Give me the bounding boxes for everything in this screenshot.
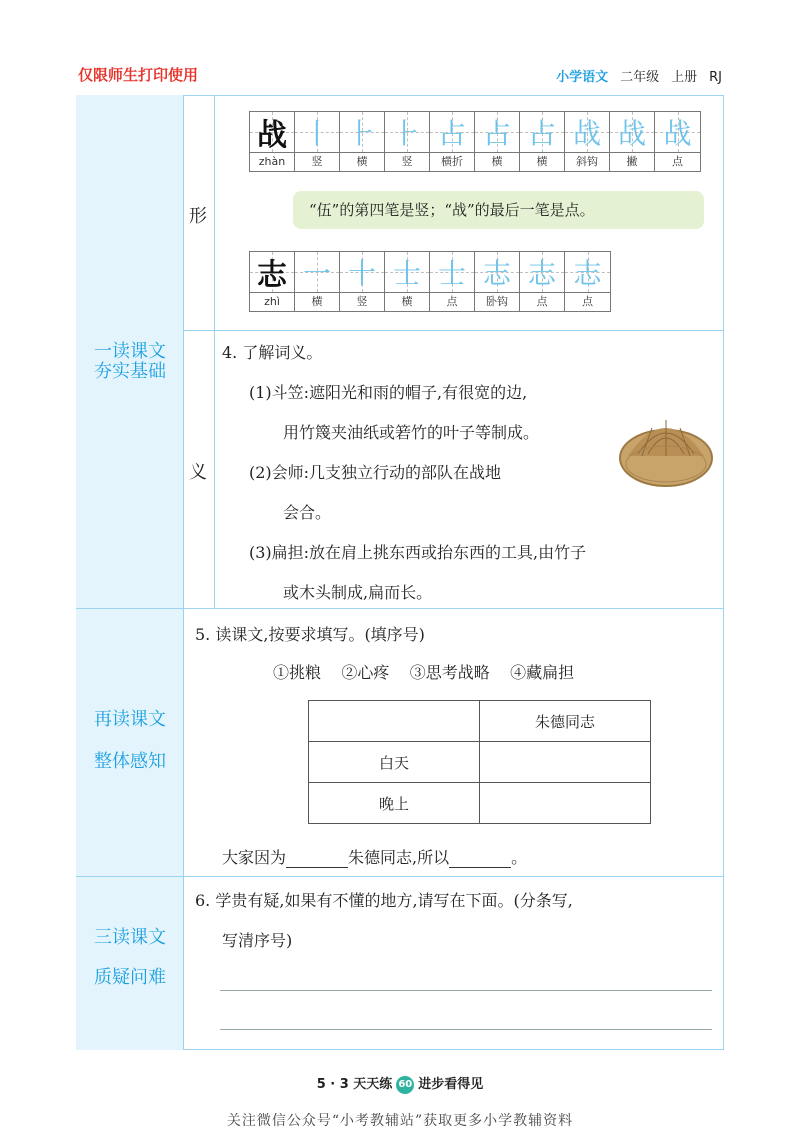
stroke-char: 战 — [257, 118, 287, 153]
grid-cell — [385, 252, 430, 311]
grid-cell — [295, 252, 340, 311]
stroke-label: 点 — [672, 155, 683, 168]
answer-cell-night[interactable] — [480, 783, 651, 824]
stroke-tip-note: “伍”的第四笔是竖；“战”的最后一笔是点。 — [293, 191, 704, 229]
section1-line1: 一读课文 — [94, 341, 166, 362]
row-label-night: 晚上 — [309, 783, 480, 824]
blank-1[interactable] — [286, 867, 348, 868]
divider-1 — [76, 608, 724, 609]
print-notice: 仅限师生打印使用 — [78, 66, 199, 84]
definition-3b: 或木头制成,扁而长。 — [283, 583, 433, 602]
grid-cell — [430, 252, 475, 311]
stroke-char: 占 — [482, 117, 511, 150]
sentence-part3: 。 — [511, 848, 528, 867]
option-4: ④藏扁担 — [510, 663, 575, 682]
row-label-day: 白天 — [309, 742, 480, 783]
blank-2[interactable] — [449, 867, 511, 868]
stroke-char: ⺊ — [392, 117, 421, 150]
edition-label: RJ — [709, 70, 722, 85]
yi-label: 义 — [189, 462, 207, 483]
page-number: 60 — [396, 1076, 414, 1094]
stroke-label: 竖 — [311, 155, 323, 168]
stroke-grid-zhi — [249, 251, 611, 312]
stroke-label: 卧钩 — [486, 295, 508, 308]
stroke-label: 横 — [356, 155, 368, 168]
stroke-label: 点 — [446, 295, 458, 308]
stroke-char: 丨 — [302, 117, 331, 150]
stroke-char: 志 — [527, 257, 556, 290]
stroke-label: 点 — [582, 295, 593, 308]
question-5: 5. 读课文,按要求填写。(填序号) — [195, 625, 425, 644]
section3-line2: 质疑问难 — [94, 967, 166, 988]
grid-cell — [430, 112, 475, 171]
stroke-label: 横 — [491, 155, 503, 168]
grid-cell — [520, 252, 565, 311]
sentence-part2: 朱德同志,所以 — [348, 848, 450, 867]
question-4: 4. 了解词义。 — [222, 343, 323, 362]
footer-brand: 5 · 3 天天练 — [316, 1077, 393, 1092]
stroke-char: 占 — [437, 117, 466, 150]
stroke-label: zhàn — [258, 155, 286, 168]
stroke-grid-zhan — [249, 111, 701, 172]
stroke-label: 横 — [311, 295, 323, 308]
stroke-label: 斜钩 — [576, 155, 598, 168]
stroke-label: 撇 — [626, 155, 638, 168]
grid-cell — [340, 112, 385, 171]
stroke-char: 志 — [482, 257, 511, 290]
definition-2b: 会合。 — [283, 503, 332, 522]
option-1: ①挑粮 — [273, 663, 322, 682]
stroke-label: zhì — [264, 295, 280, 308]
section2-line1: 再读课文 — [94, 709, 166, 730]
stroke-label: 横 — [536, 155, 548, 168]
fill-sentence — [222, 845, 527, 868]
stroke-char: 士 — [437, 257, 466, 290]
definition-3a: (3)扁担:放在肩上挑东西或抬东西的工具,由竹子 — [249, 543, 587, 562]
grid-cell — [520, 112, 565, 171]
subject-label: 小学语文 — [556, 70, 609, 85]
table-corner — [309, 701, 480, 742]
table-row — [309, 783, 651, 824]
stroke-char: 战 — [617, 117, 646, 150]
stroke-char: 士 — [392, 257, 421, 290]
bamboo-hat-image — [618, 408, 714, 490]
stroke-label: 横折 — [441, 155, 463, 168]
table-row — [309, 742, 651, 783]
wechat-note: 关注微信公众号“小考教辅站”获取更多小学教辅资料 — [226, 1113, 574, 1129]
grid-cell — [565, 112, 610, 171]
question-6-line2: 写清序号) — [222, 931, 293, 950]
grid-cell — [385, 112, 430, 171]
grid-cell — [295, 112, 340, 171]
stroke-char: 战 — [572, 117, 601, 150]
option-2: ②心疼 — [341, 663, 390, 682]
grid-cell — [250, 112, 295, 171]
answer-line-2[interactable] — [220, 1029, 712, 1030]
section3-line1: 三读课文 — [94, 927, 166, 948]
subcolumn-divider — [214, 95, 215, 608]
divider-2 — [76, 876, 724, 877]
fill-table — [308, 700, 651, 824]
stroke-char: 志 — [573, 257, 602, 290]
stroke-char: 战 — [663, 117, 692, 150]
question-6-line1: 6. 学贵有疑,如果有不懂的地方,请写在下面。(分条写, — [195, 891, 573, 910]
grid-cell — [250, 252, 295, 311]
grid-cell — [655, 112, 700, 171]
stroke-char: ⺊ — [347, 117, 376, 150]
stroke-char: 十 — [347, 257, 376, 290]
xing-label: 形 — [189, 206, 207, 227]
option-list — [273, 660, 574, 683]
answer-cell-day[interactable] — [480, 742, 651, 783]
answer-line-1[interactable] — [220, 990, 712, 991]
grid-cell — [340, 252, 385, 311]
grid-cell — [475, 252, 520, 311]
stroke-label: 竖 — [401, 155, 413, 168]
definition-1a: (1)斗笠:遮阳光和雨的帽子,有很宽的边, — [249, 383, 528, 402]
stroke-char: 占 — [527, 117, 556, 150]
footer-slogan: 进步看得见 — [418, 1077, 484, 1092]
grid-cell — [565, 252, 610, 311]
stroke-label: 点 — [536, 295, 548, 308]
table-header: 朱德同志 — [480, 701, 651, 742]
stroke-label: 竖 — [356, 295, 368, 308]
grid-cell — [475, 112, 520, 171]
stroke-label: 横 — [401, 295, 413, 308]
section1-line2: 夯实基础 — [94, 361, 166, 382]
divider-xing-yi — [184, 330, 724, 331]
volume-label: 上册 — [671, 70, 698, 85]
grade-label: 二年级 — [620, 70, 660, 85]
sentence-part1: 大家因为 — [222, 848, 287, 867]
stroke-char: 志 — [257, 258, 287, 293]
page-footer — [0, 1073, 800, 1094]
stroke-char: 一 — [302, 257, 331, 290]
grid-cell — [610, 112, 655, 171]
option-3: ③思考战略 — [409, 663, 490, 682]
section2-line2: 整体感知 — [94, 751, 166, 772]
definition-1b: 用竹篾夹油纸或箬竹的叶子等制成。 — [283, 423, 540, 442]
section-column — [76, 95, 184, 1050]
definition-2a: (2)会师:几支独立行动的部队在战地 — [249, 463, 502, 482]
book-info — [556, 66, 722, 85]
